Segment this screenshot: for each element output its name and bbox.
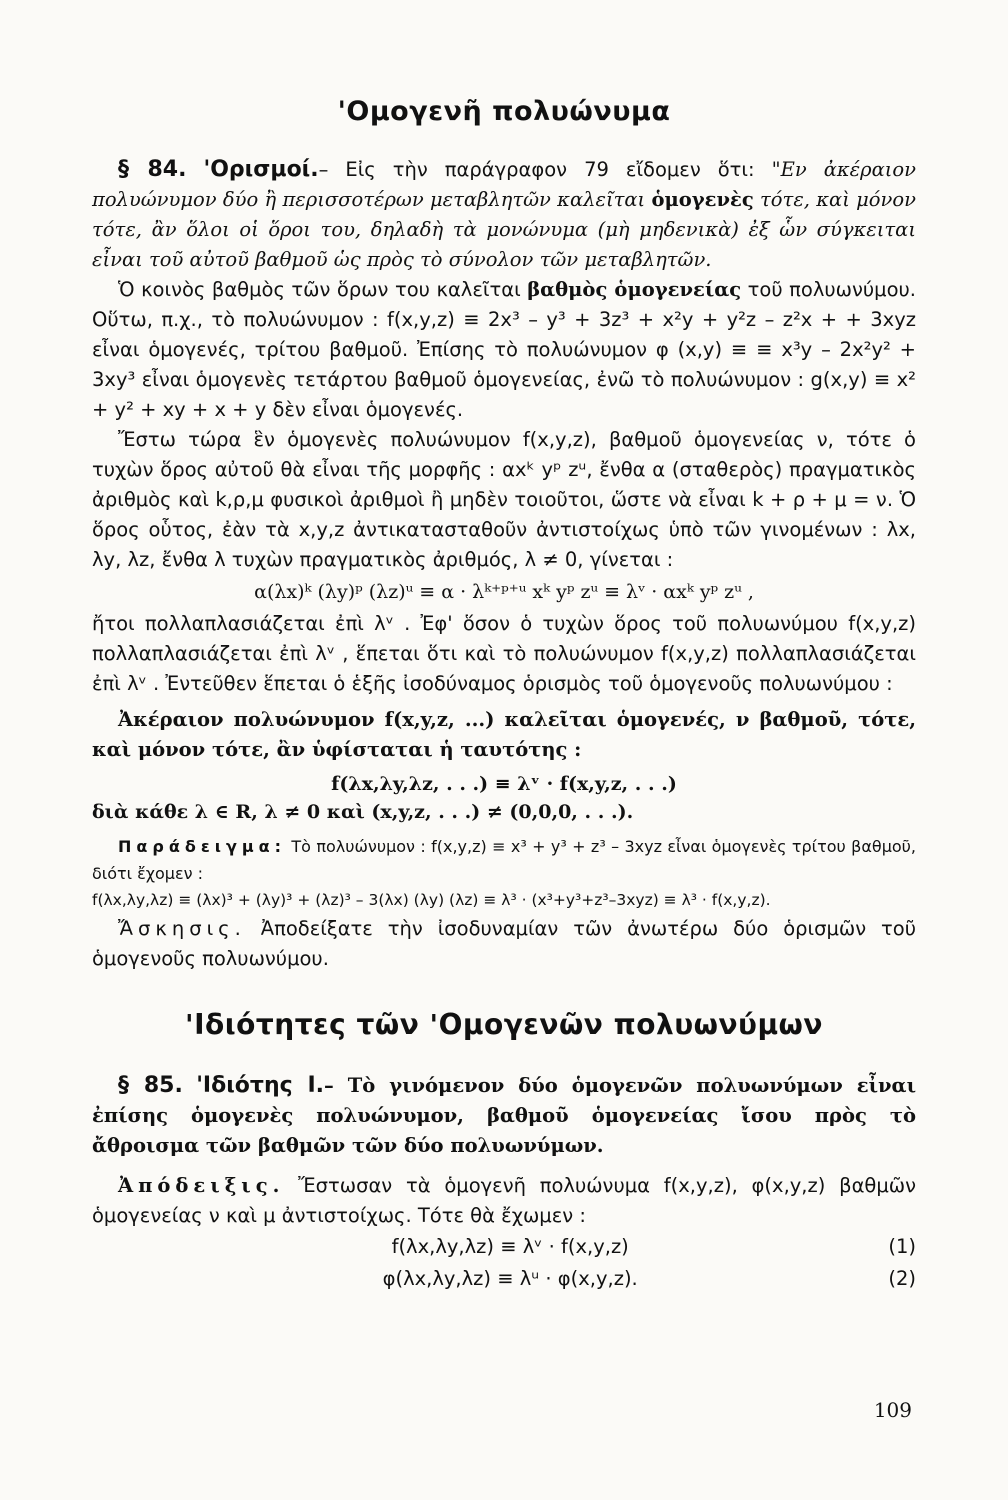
exercise-text: Ἀποδείξατε τὴν ἰσοδυναμίαν τῶν ἀνωτέρω δύο ὁρισμῶν τοῦ ὁμογενοῦς πολυωνύμου. (92, 917, 916, 970)
proof-text: Ἔστωσαν τὰ ὁμογενῆ πολυώνυμα f(x,y,z), φ(x,y,z) βαθμῶν ὁμογενείας ν καὶ μ ἀντιστοίχως. Τότε θὰ ἔχωμεν : (92, 1174, 916, 1227)
exercise-label: Ἄσκησις. (118, 917, 246, 940)
formula-identity: f(λx,λy,λz, . . .) ≡ λᵛ · f(x,y,z, . . .) (331, 773, 677, 795)
degree-bold-term: βαθμὸς ὁμογενείας (527, 278, 742, 301)
section-number-84: § 84. (118, 157, 187, 182)
degree-text-a: Ὁ κοινὸς βαθμὸς τῶν ὅρων του καλεῖται (118, 278, 528, 301)
degree-text-b: τοῦ πολυωνύμου. Οὕτω, π.χ., τὸ πολυώνυμον : f(x,y,z) ≡ 2x³ – y³ + 3z³ + x²y + y²z – z²x + + 3xyz εἶναι ὁμογενές, τρίτου βαθμοῦ. Ἐπίσης τὸ πολυώνυμον φ (x,y) ≡ ≡ x³y – 2x²y² + 3xy³ εἶναι ὁμογενὲς τετάρτου βαθμοῦ ὁμογενείας, ἐνῶ τὸ πολυώνυμον : g(x,y) ≡ x² + y² + xy + x + y δὲν εἶναι ὁμογενές. (92, 278, 916, 421)
example-label: Παράδειγμα: (118, 837, 287, 856)
equation-1 (92, 1231, 916, 1263)
page-number: 109 (873, 1398, 912, 1422)
definition-two: Ἀκέραιον πολυώνυμον f(x,y,z, ...) καλεῖται ὁμογενές, ν βαθμοῦ, τότε, καὶ μόνον τότε, ἂν ὑφίσταται ἡ ταυτότης : (92, 708, 916, 761)
paragraph-example (92, 833, 916, 887)
formula-conditions: διὰ κάθε λ ∈ R, λ ≠ 0 καὶ (x,y,z, . . .) ≠ (0,0,0, . . .). (92, 801, 634, 823)
equation-2-number: (2) (888, 1267, 916, 1290)
proof-label: Ἀπόδειξις. (118, 1174, 285, 1197)
intro-text: – Εἰς τὴν παράγραφον 79 εἴδομεν ὅτι: (318, 158, 772, 181)
equation-2-body: φ(λx,λy,λz) ≡ λᵘ · φ(x,y,z). (382, 1267, 638, 1290)
definition-italic-b: τότε, καὶ μόνον τότε, ἂν ὅλοι οἱ ὅροι του, δηλαδὴ τὰ μονώνυμα (μὴ μηδενικὰ) ἐξ ὧν σύγκειται εἶναι τοῦ αὐτοῦ βαθμοῦ ὡς πρὸς τὸ σύνολον τῶν μεταβλητῶν. (92, 188, 916, 271)
paragraph-84-definition (92, 155, 916, 275)
section-title-properties: 'Ιδιότητες τῶν 'Ομογενῶν πολυωνύμων (185, 1008, 823, 1041)
definition-italic-a: "Εν ἀκέραιον πολυώνυμον δύο ἢ περισσοτέρων μεταβλητῶν καλεῖται (92, 158, 916, 211)
paragraph-85-property (92, 1071, 916, 1161)
equation-1-body: f(λx,λy,λz) ≡ λᵛ · f(x,y,z) (391, 1235, 629, 1258)
section-number-85: § 85. (118, 1073, 183, 1098)
paragraph-degree (92, 275, 916, 425)
paragraph-general-term: Ἔστω τώρα ἓν ὁμογενὲς πολυώνυμον f(x,y,z), βαθμοῦ ὁμογενείας ν, τότε ὁ τυχὼν ὅρος αὐτοῦ θὰ εἶναι τῆς μορφῆς : αxᵏ yᵖ zᵘ, ἔνθα α (σταθερὸς) πραγματικὸς ἀριθμὸς καὶ k,ρ,μ φυσικοὶ ἀριθμοὶ ἢ μηδὲν τοιοῦτοι, ὥστε νὰ εἶναι k + ρ + μ = ν. Ὁ ὅρος οὗτος, ἐὰν τὰ x,y,z ἀντικατασταθοῦν ἀντιστοίχως ὑπὸ τῶν γινομένων : λx, λy, λz, ἔνθα λ τυχὼν πραγματικὸς ἀριθμός, λ ≠ 0, γίνεται : (92, 428, 916, 571)
section-title-homogeneous-polynomials: 'Ομογενῆ πολυώνυμα (337, 96, 671, 127)
paragraph-multiplication: ἤτοι πολλαπλασιάζεται ἐπὶ λᵛ . Ἐφ' ὅσον ὁ τυχὼν ὅρος τοῦ πολυωνύμου f(x,y,z) πολλαπλασιάζεται ἐπὶ λᵛ , ἕπεται ὅτι καὶ τὸ πολυώνυμον f(x,y,z) πολλαπλασιάζεται ἐπὶ λᵛ . Ἐντεῦθεν ἕπεται ὁ ἑξῆς ἰσοδύναμος ὁρισμὸς τοῦ ὁμογενοῦς πολυωνύμου : (92, 612, 916, 695)
example-formula: f(λx,λy,λz) ≡ (λx)³ + (λy)³ + (λz)³ – 3(λx) (λy) (λz) ≡ λ³ · (x³+y³+z³–3xyz) ≡ λ³ · f(x,y,z). (92, 891, 771, 909)
equation-2 (92, 1263, 916, 1295)
formula-general-term: α(λx)ᵏ (λy)ᵖ (λz)ᵘ ≡ α · λᵏ⁺ᵖ⁺ᵘ xᵏ yᵖ zᵘ ≡ λᵛ · αxᵏ yᵖ zᵘ , (254, 581, 754, 603)
definition-bold-term: ὁμογενὲς (651, 188, 754, 211)
equation-1-number: (1) (888, 1235, 916, 1258)
example-text: Τὸ πολυώνυμον : f(x,y,z) ≡ x³ + y³ + z³ – 3xyz εἶναι ὁμογενὲς τρίτου βαθμοῦ, διότι ἔχομεν : (92, 837, 916, 883)
section-heading-definitions: 'Ορισμοί. (203, 157, 319, 182)
paragraph-proof (92, 1171, 916, 1231)
section-heading-property-one: 'Ιδιότης Ι. (196, 1073, 325, 1098)
property-one-text: – Τὸ γινόμενον δύο ὁμογενῶν πολυωνύμων εἶναι ἐπίσης ὁμογενὲς πολυώνυμον, βαθμοῦ ὁμογενείας ἴσου πρὸς τὸ ἄθροισμα τῶν βαθμῶν τῶν δύο πολυωνύμων. (92, 1074, 917, 1157)
paragraph-exercise (92, 914, 916, 974)
